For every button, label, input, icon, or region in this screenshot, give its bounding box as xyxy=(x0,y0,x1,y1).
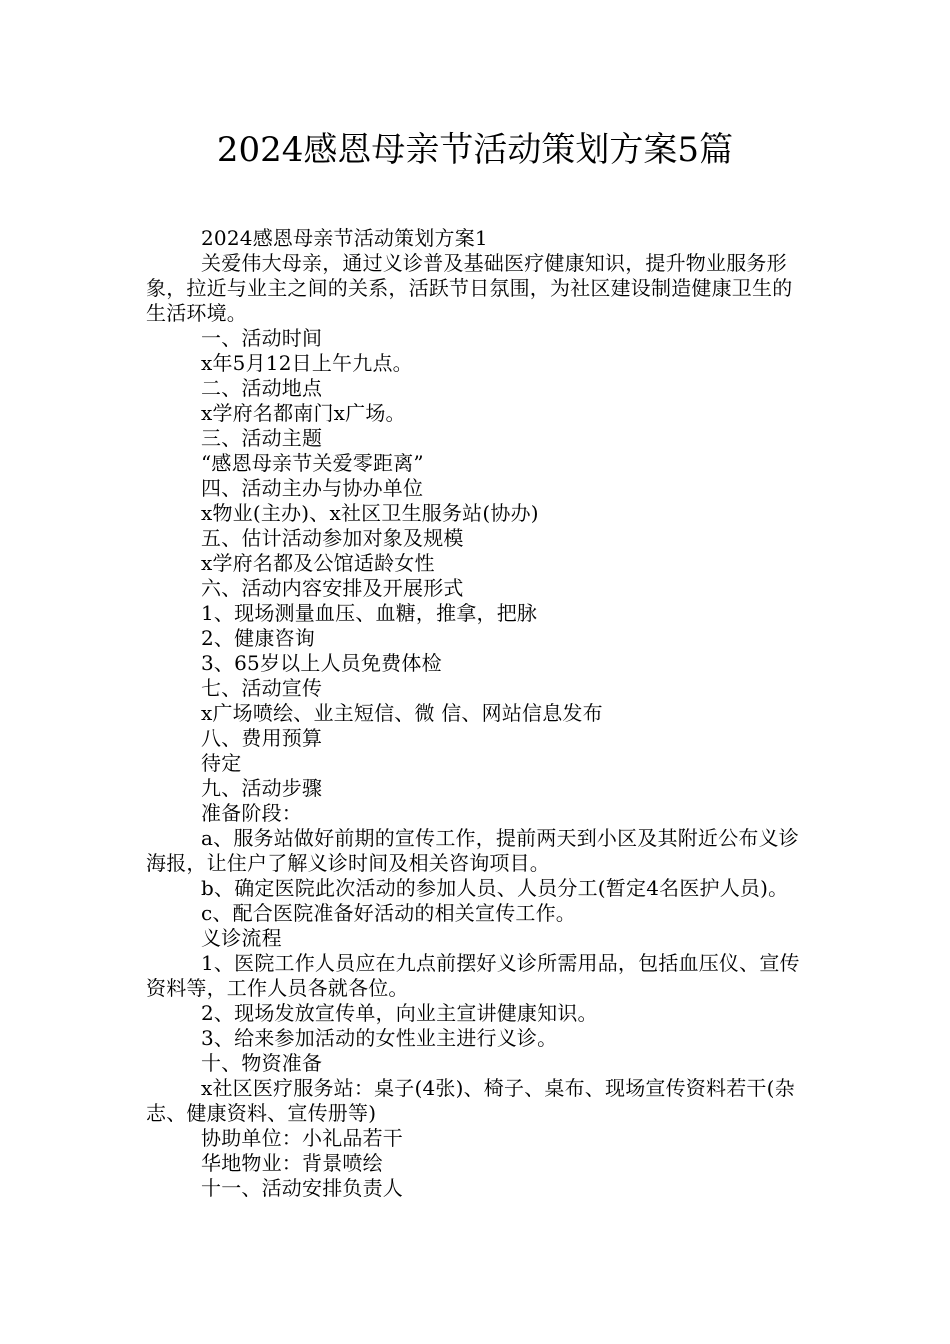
paragraph: 三、活动主题 xyxy=(201,426,323,450)
paragraph: “感恩母亲节关爱零距离” xyxy=(201,451,424,475)
paragraph: 关爱伟大母亲，通过义诊普及基础医疗健康知识，提升物业服务形象，拉近与业主之间的关系，活跃节日氛围，为社区建设制造健康卫生的生活环境。 xyxy=(146,251,793,325)
paragraph: 1、现场测量血压、血糖，推拿，把脉 xyxy=(201,601,538,625)
document-body xyxy=(146,226,812,1201)
paragraph: 2024感恩母亲节活动策划方案1 xyxy=(201,226,488,250)
paragraph: 3、给来参加活动的女性业主进行义诊。 xyxy=(201,1026,558,1050)
paragraph: x广场喷绘、业主短信、微 信、网站信息发布 xyxy=(201,701,603,725)
paragraph: x学府名都南门x广场。 xyxy=(201,401,406,425)
paragraph: 协助单位：小礼品若干 xyxy=(201,1126,403,1150)
paragraph: 一、活动时间 xyxy=(201,326,323,350)
paragraph: 2、健康咨询 xyxy=(201,626,315,650)
paragraph: x学府名都及公馆适龄女性 xyxy=(201,551,435,575)
paragraph: 五、估计活动参加对象及规模 xyxy=(201,526,464,550)
paragraph: x物业(主办)、x社区卫生服务站(协办) xyxy=(201,501,539,525)
paragraph: x年5月12日上午九点。 xyxy=(201,351,413,375)
paragraph: a、服务站做好前期的宣传工作，提前两天到小区及其附近公布义诊海报，让住户了解义诊时间及相关咨询项目。 xyxy=(146,826,799,875)
paragraph: 十、物资准备 xyxy=(201,1051,323,1075)
paragraph: 3、65岁以上人员免费体检 xyxy=(201,651,442,675)
paragraph: 十一、活动安排负责人 xyxy=(201,1176,403,1200)
paragraph: 2、现场发放宣传单，向业主宣讲健康知识。 xyxy=(201,1001,598,1025)
paragraph: c、配合医院准备好活动的相关宣传工作。 xyxy=(201,901,577,925)
paragraph: 七、活动宣传 xyxy=(201,676,323,700)
paragraph: 准备阶段： xyxy=(201,801,302,825)
paragraph: 义诊流程 xyxy=(201,926,282,950)
paragraph: 九、活动步骤 xyxy=(201,776,323,800)
paragraph: 1、医院工作人员应在九点前摆好义诊所需用品，包括血压仪、宣传资料等，工作人员各就各位。 xyxy=(146,951,800,1000)
paragraph: x社区医疗服务站：桌子(4张)、椅子、桌布、现场宣传资料若干(杂志、健康资料、宣传册等) xyxy=(146,1076,795,1125)
page-title: 2024感恩母亲节活动策划方案5篇 xyxy=(216,130,734,170)
paragraph: b、确定医院此次活动的参加人员、人员分工(暂定4名医护人员)。 xyxy=(201,876,789,900)
paragraph: 八、费用预算 xyxy=(201,726,323,750)
paragraph: 待定 xyxy=(201,751,242,775)
paragraph: 四、活动主办与协办单位 xyxy=(201,476,424,500)
paragraph: 华地物业：背景喷绘 xyxy=(201,1151,383,1175)
paragraph: 二、活动地点 xyxy=(201,376,323,400)
paragraph: 六、活动内容安排及开展形式 xyxy=(201,576,464,600)
